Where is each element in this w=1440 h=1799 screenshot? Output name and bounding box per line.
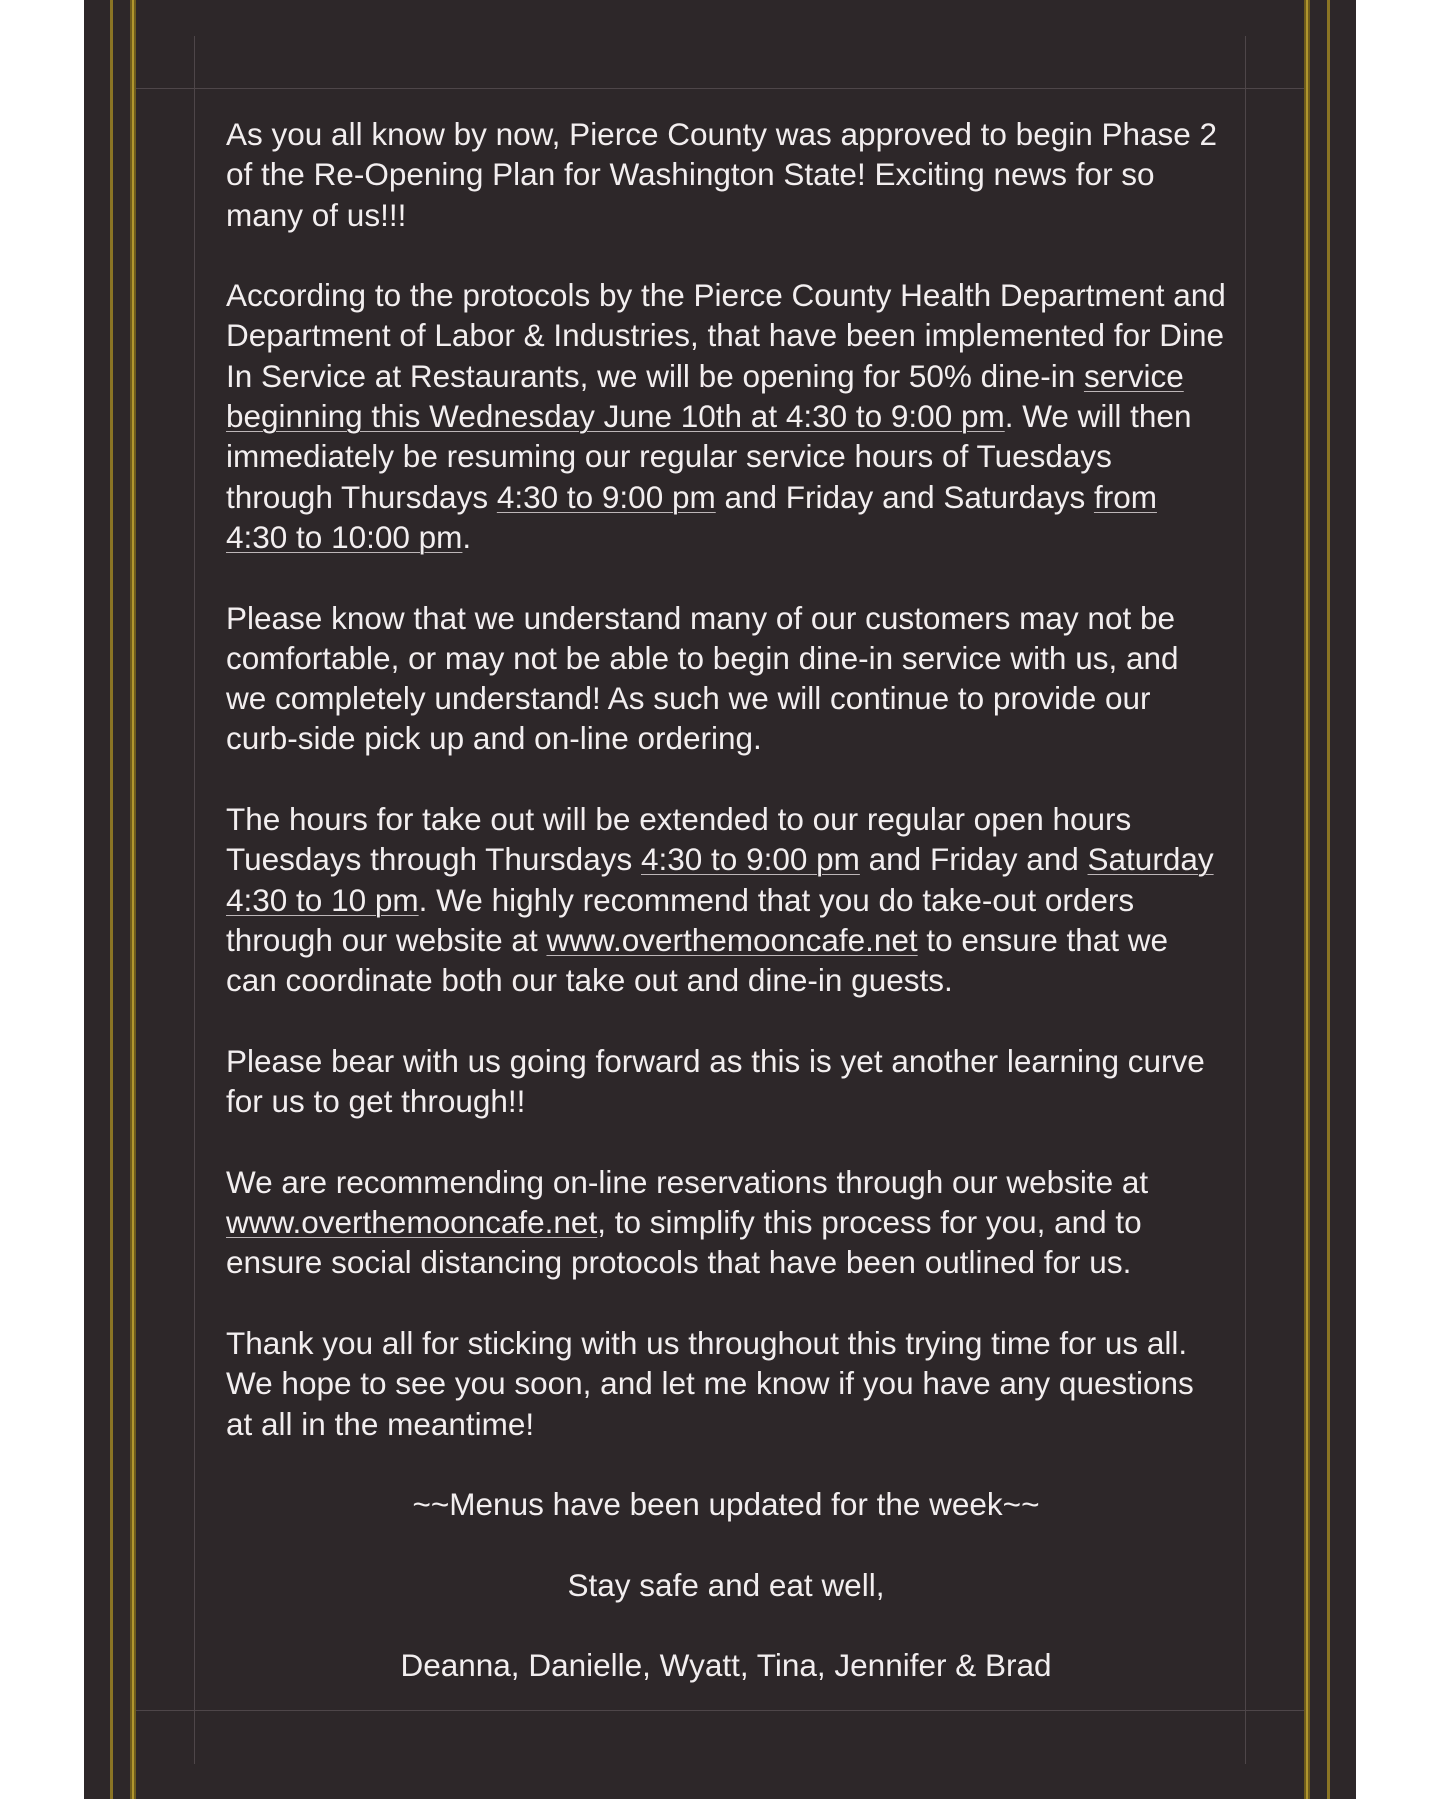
paragraph-phase-2-approval: As you all know by now, Pierce County was approved to begin Phase 2 of the Re-Opening Plan for Washington State! Exciting news for so many of us!!! xyxy=(226,116,1218,233)
left-frame-line xyxy=(194,36,195,1764)
staff-names: Deanna, Danielle, Wyatt, Tina, Jennifer & Brad xyxy=(400,1647,1052,1684)
text-segment: , to simplify this process for you, and to ensure social distancing protocols that have been outlined for us. xyxy=(226,1204,1142,1281)
underlined-opening-date: service beginning this Wednesday June 10th at 4:30 to 9:00 pm xyxy=(226,357,1184,435)
underlined-weekend-hours: from 4:30 to 10:00 pm xyxy=(226,478,1157,555)
signoff: Stay safe and eat well, xyxy=(567,1566,885,1603)
underlined-takeout-saturday-hours: Saturday 4:30 to 10 pm xyxy=(226,841,1214,918)
underlined-takeout-weekday-hours: 4:30 to 9:00 pm xyxy=(640,841,860,878)
menus-updated-note: ~~Menus have been updated for the week~~ xyxy=(412,1486,1040,1523)
notice-panel xyxy=(84,0,1356,1799)
text-segment: and Friday and Saturdays xyxy=(715,478,1094,515)
top-divider xyxy=(136,88,1304,89)
website-link-takeout[interactable]: www.overthemooncafe.net xyxy=(546,921,918,958)
website-link-reservations[interactable]: www.overthemooncafe.net xyxy=(226,1204,598,1241)
text-segment: and Friday and xyxy=(859,841,1088,878)
underlined-weekday-hours: 4:30 to 9:00 pm xyxy=(496,478,716,515)
paragraph-dine-in-protocols xyxy=(226,275,1226,557)
text-segment: . xyxy=(462,518,472,555)
bottom-divider xyxy=(136,1710,1304,1711)
paragraph-learning-curve: Please bear with us going forward as this is yet another learning curve for us to get through!! xyxy=(226,1042,1205,1120)
announcement-body xyxy=(226,114,1226,1686)
paragraph-curbside-pickup: Please know that we understand many of our customers may not be comfortable, or may not be able to begin dine-in service with us, and we completely understand! As such we will continue to provide our curb-side pick up and on-line ordering. xyxy=(226,599,1179,757)
text-segment: We are recommending on-line reservations through our website at xyxy=(226,1163,1149,1200)
right-inner-gold-highlight xyxy=(1306,0,1308,1799)
paragraph-reservations xyxy=(226,1162,1226,1283)
text-segment: . We will then immediately be resuming our regular service hours of Tuesdays through Thursdays xyxy=(226,398,1192,515)
paragraph-thank-you: Thank you all for sticking with us throughout this trying time for us all. We hope to see you soon, and let me know if you have any questions at all in the meantime! xyxy=(226,1324,1194,1442)
right-frame-line xyxy=(1245,36,1246,1764)
paragraph-takeout-hours xyxy=(226,799,1226,1000)
text-segment: to ensure that we can coordinate both our take out and dine-in guests. xyxy=(226,921,1169,999)
right-outer-gold-border xyxy=(1327,0,1330,1799)
left-outer-gold-border xyxy=(110,0,113,1799)
text-segment: The hours for take out will be extended to our regular open hours Tuesdays through Thursdays xyxy=(226,801,1132,878)
text-segment: According to the protocols by the Pierce County Health Department and Department of Labor & Industries, that have been implemented for Dine In Service at Restaurants, we will be opening for 50% dine-in xyxy=(226,277,1226,394)
left-inner-gold-highlight xyxy=(132,0,134,1799)
text-segment: . We highly recommend that you do take-out orders through our website at xyxy=(226,881,1135,958)
